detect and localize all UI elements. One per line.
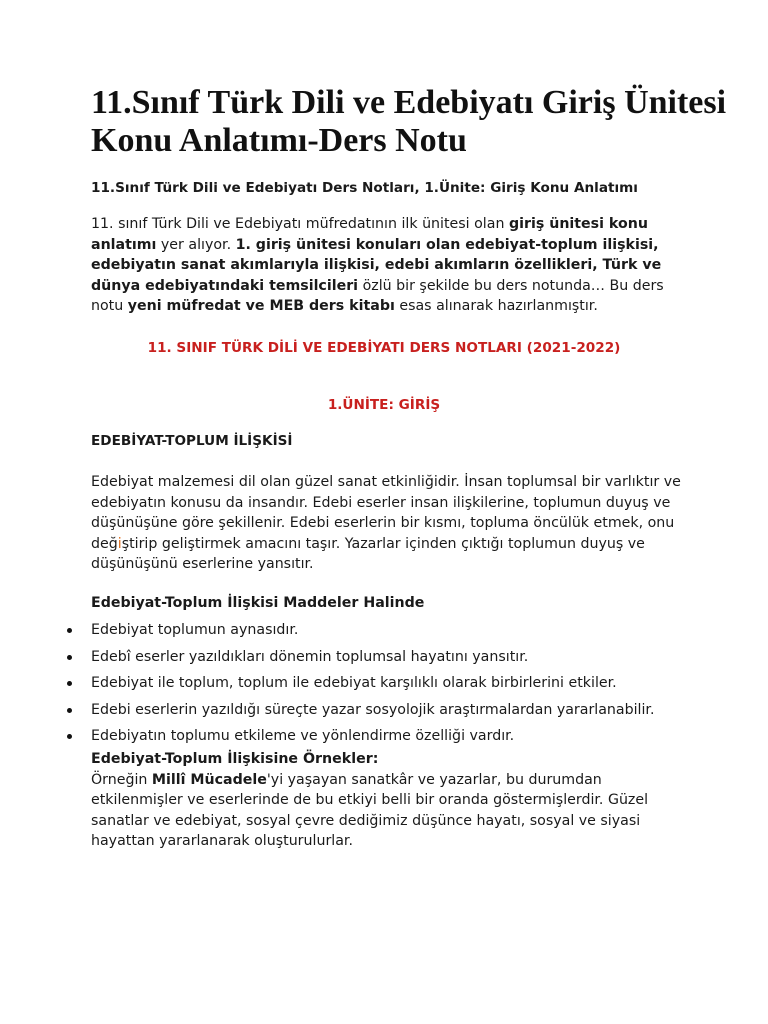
intro-text-2: yer alıyor. <box>156 236 236 253</box>
intro-bold-2: 1. giriş ünitesi konuları olan edebiyat-toplum ilişkisi, edebiyatın sanat akımlarıyla ilişkisi, edebi akımların özellikleri, Türk ve dünya edebiyatındaki temsilcileri <box>91 236 662 294</box>
section-text-b: ştirip geliştirmek amacını taşır. Yazarlar içinden çıktığı toplumun duyuş ve düşünüşünü eserlerine yansıtır. <box>91 535 645 572</box>
page-title: 11.Sınıf Türk Dili ve Edebiyatı Giriş Ünitesi Konu Anlatımı-Ders Notu <box>91 84 727 159</box>
examples-text-2: 'yi yaşayan sanatkâr ve yazarlar, bu durumdan etkilenmişler ve eserlerinde de bu etkiyi belli bir oranda göstermişlerdir. Güzel sanatlar ve edebiyat, sosyal çevre dediğimiz düşünce hayatı, sosyal ve siyasi hayattan yararlanarak oluşturulurlar. <box>91 771 649 849</box>
list-item <box>0 700 768 727</box>
list-item-text: Edebî eserler yazıldıkları dönemin toplumsal hayatını yansıtır. <box>91 648 529 665</box>
bullet-list <box>0 620 768 753</box>
examples-text-1: Örneğin <box>91 771 152 788</box>
examples-bold-1: Millî Mücadele <box>151 771 267 788</box>
intro-bold-3: yeni müfredat ve MEB ders kitabı <box>127 298 395 314</box>
list-item-text: Edebiyat ile toplum, toplum ile edebiyat karşılıklı olarak birbirlerini etkiler. <box>91 675 617 692</box>
section-text-a: Edebiyat malzemesi dil olan güzel sanat etkinliğidir. İnsan toplumsal bir varlıktır ve edebiyatın konusu da insandır. Edebi eserler insan ilişkilerine, toplumun duyuş ve düşünüşüne göre şekillenir. Edebi eserlerin bir kısmı, topluma öncülük etmek, onu değ <box>91 474 681 552</box>
section-heading: EDEBİYAT-TOPLUM İLİŞKİSİ <box>91 433 293 449</box>
unit-label: 1.ÜNİTE: GİRİŞ <box>327 397 441 413</box>
list-item <box>0 620 768 647</box>
bullet-icon <box>67 708 72 713</box>
examples-block <box>91 749 691 852</box>
bullet-icon <box>67 628 72 633</box>
bullet-icon <box>67 655 72 660</box>
list-item-text: Edebiyatın toplumu etkileme ve yönlendirme özelliği vardır. <box>91 728 515 745</box>
page-subtitle: 11.Sınıf Türk Dili ve Edebiyatı Ders Notları, 1.Ünite: Giriş Konu Anlatımı <box>91 180 638 196</box>
list-item-text: Edebi eserlerin yazıldığı süreçte yazar sosyolojik araştırmalardan yararlanabilir. <box>91 701 655 718</box>
list-heading: Edebiyat-Toplum İlişkisi Maddeler Halinde <box>91 595 425 611</box>
intro-text-4: esas alınarak hazırlanmıştır. <box>394 298 598 314</box>
examples-heading: Edebiyat-Toplum İlişkisine Örnekler: <box>91 751 379 767</box>
bullet-icon <box>67 681 72 686</box>
bullet-icon <box>67 734 72 739</box>
intro-paragraph <box>91 214 691 317</box>
intro-text-3: özlü bir şekilde bu ders notunda… Bu ders notu <box>91 277 664 314</box>
list-item-text: Edebiyat toplumun aynasıdır. <box>91 622 299 638</box>
intro-text-1: 11. sınıf Türk Dili ve Edebiyatı müfredatının ilk ünitesi olan <box>91 216 509 232</box>
course-heading: 11. SINIF TÜRK DİLİ VE EDEBİYATI DERS NOTLARI (2021-2022) <box>147 340 621 356</box>
section-paragraph <box>91 472 691 575</box>
intro-bold-1: giriş ünitesi konu anlatımı <box>91 216 648 253</box>
list-item <box>0 647 768 674</box>
highlighted-letter: i <box>117 535 122 552</box>
list-item <box>0 673 768 700</box>
